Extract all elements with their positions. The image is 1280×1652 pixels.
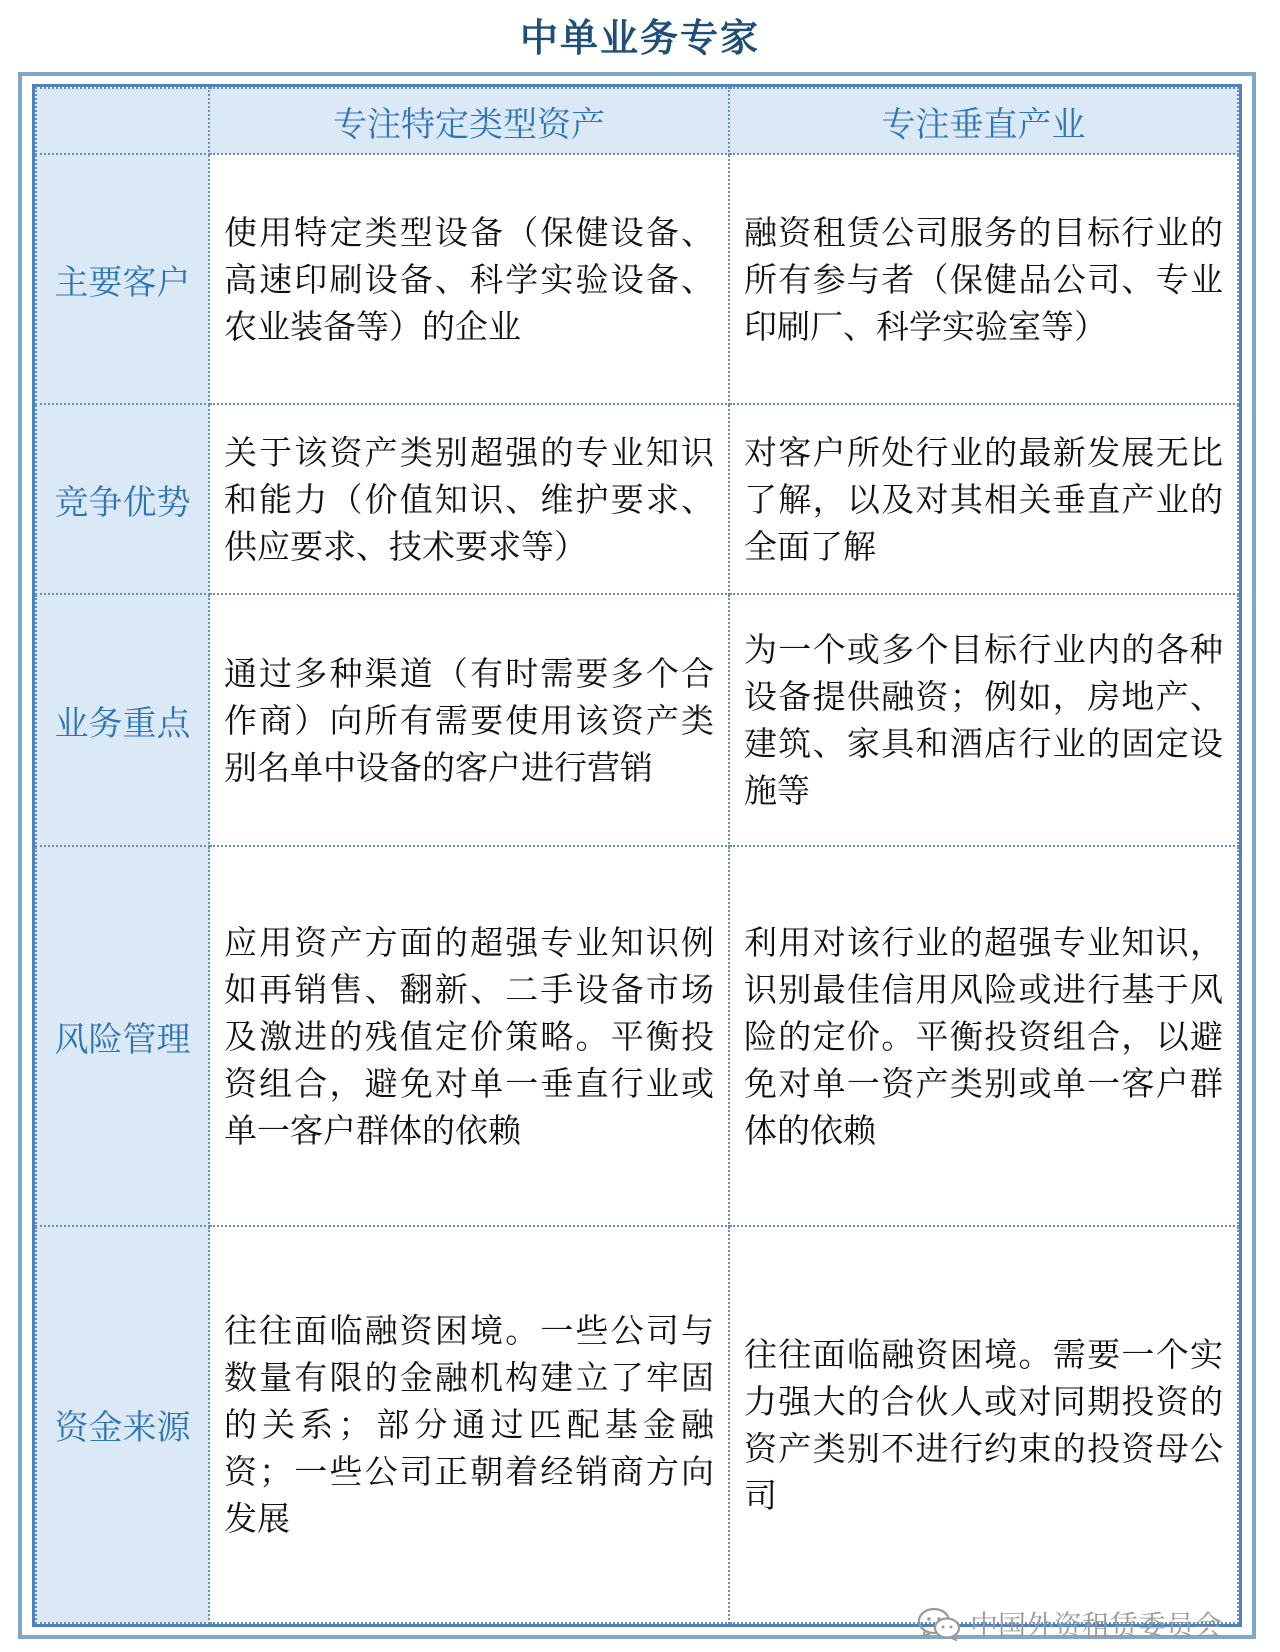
cell-competitive-advantage-asset: 关于该资产类别超强的专业知识和能力（价值知识、维护要求、供应要求、技术要求等） <box>209 404 729 594</box>
cell-risk-management-industry: 利用对该行业的超强专业知识，识别最佳信用风险或进行基于风险的定价。平衡投资组合，以避免对单一资产类别或单一客户群体的依赖 <box>729 846 1238 1226</box>
table-row <box>36 1226 1238 1623</box>
table-row <box>36 154 1238 404</box>
row-label-main-customers: 主要客户 <box>36 154 209 404</box>
header-specific-asset: 专注特定类型资产 <box>209 88 729 154</box>
cell-competitive-advantage-industry: 对客户所处行业的最新发展无比了解，以及对其相关垂直产业的全面了解 <box>729 404 1238 594</box>
row-label-competitive-advantage: 竞争优势 <box>36 404 209 594</box>
watermark <box>916 1604 1222 1644</box>
table-row <box>36 404 1238 594</box>
header-corner-cell <box>36 88 209 154</box>
row-label-business-focus: 业务重点 <box>36 594 209 846</box>
wechat-icon <box>916 1606 962 1642</box>
cell-main-customers-asset: 使用特定类型设备（保健设备、高速印刷设备、科学实验设备、农业装备等）的企业 <box>209 154 729 404</box>
cell-business-focus-asset: 通过多种渠道（有时需要多个合作商）向所有需要使用该资产类别名单中设备的客户进行营销 <box>209 594 729 846</box>
table-row <box>36 594 1238 846</box>
cell-risk-management-asset: 应用资产方面的超强专业知识例如再销售、翻新、二手设备市场及激进的残值定价策略。平衡投资组合，避免对单一垂直行业或单一客户群体的依赖 <box>209 846 729 1226</box>
cell-main-customers-industry: 融资租赁公司服务的目标行业的所有参与者（保健品公司、专业印刷厂、科学实验室等） <box>729 154 1238 404</box>
watermark-text: 中国外资租赁委员会 <box>969 1609 1222 1642</box>
cell-funding-source-asset: 往往面临融资困境。一些公司与数量有限的金融机构建立了牢固的关系；部分通过匹配基金融资；一些公司正朝着经销商方向发展 <box>209 1226 729 1623</box>
row-label-risk-management: 风险管理 <box>36 846 209 1226</box>
header-vertical-industry: 专注垂直产业 <box>729 88 1238 154</box>
table-row <box>36 846 1238 1226</box>
cell-funding-source-industry: 往往面临融资困境。需要一个实力强大的合伙人或对同期投资的资产类别不进行约束的投资母公司 <box>729 1226 1238 1623</box>
row-label-funding-source: 资金来源 <box>36 1226 209 1623</box>
table-frame <box>18 72 1256 1639</box>
page-title: 中单业务专家 <box>519 16 760 60</box>
comparison-table <box>35 87 1239 1624</box>
table-container <box>32 84 1242 1627</box>
header-row <box>36 88 1238 154</box>
cell-business-focus-industry: 为一个或多个目标行业内的各种设备提供融资；例如，房地产、建筑、家具和酒店行业的固定设施等 <box>729 594 1238 846</box>
